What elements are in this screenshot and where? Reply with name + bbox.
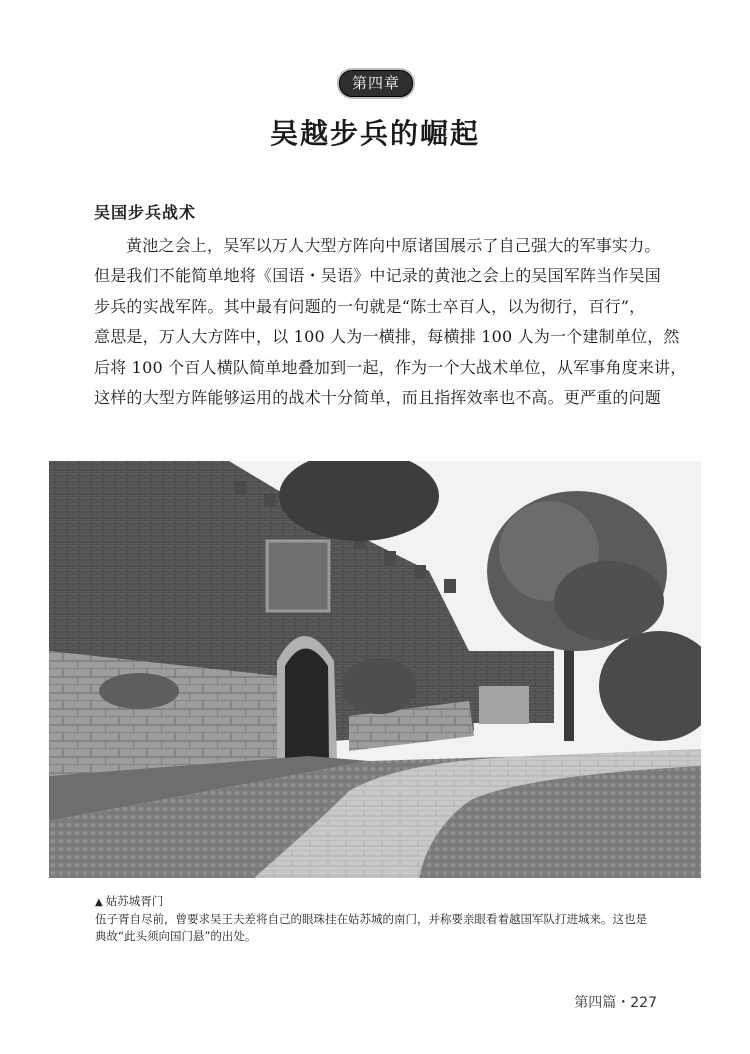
body-line: 但是我们不能简单地将《国语・吴语》中记录的黄池之会上的吴国军阵当作吴国 bbox=[94, 266, 662, 286]
chapter-badge: 第四章 bbox=[339, 70, 413, 97]
body-line: 黄池之会上，吴军以万人大型方阵向中原诸国展示了自己强大的军事实力。 bbox=[126, 236, 661, 255]
body-text bbox=[94, 231, 687, 413]
shrub bbox=[341, 658, 417, 714]
body-line: 步兵的实战军阵。其中最有问题的一句就是“陈士卒百人，以为彻行，百行”， bbox=[94, 296, 646, 316]
city-gate-photo bbox=[49, 461, 701, 878]
chapter-title: 吴越步兵的崛起 bbox=[269, 117, 480, 150]
city-gate-illustration bbox=[49, 461, 701, 878]
gate-opening bbox=[285, 649, 329, 762]
gate-plaque bbox=[267, 541, 329, 611]
body-line: 意思是，万人大方阵中，以 100 人为一横排，每横排 100 人为一个建制单位，然 bbox=[94, 327, 680, 347]
section-heading: 吴国步兵战术 bbox=[94, 203, 197, 222]
page-number: 第四篇・227 bbox=[574, 995, 657, 1011]
body-line: 后将 100 个百人横队简单地叠加到一起，作为一个大战术单位，从军事角度来讲， bbox=[94, 357, 687, 377]
caption-title bbox=[95, 893, 715, 911]
body-line: 这样的大型方阵能够运用的战术十分简单，而且指挥效率也不高。更严重的问题 bbox=[94, 387, 662, 407]
triangle-marker-icon: ▲ bbox=[95, 897, 103, 908]
photo-caption bbox=[95, 893, 715, 945]
caption-line: 伍子胥自尽前，曾要求吴王夫差将自己的眼珠挂在姑苏城的南门，并称要亲眼看着越国军队打进城来。这也是 bbox=[95, 912, 647, 926]
caption-title-text: 姑苏城胥门 bbox=[105, 894, 164, 908]
caption-line: 典故“此头须向国门悬”的出处。 bbox=[95, 929, 257, 943]
